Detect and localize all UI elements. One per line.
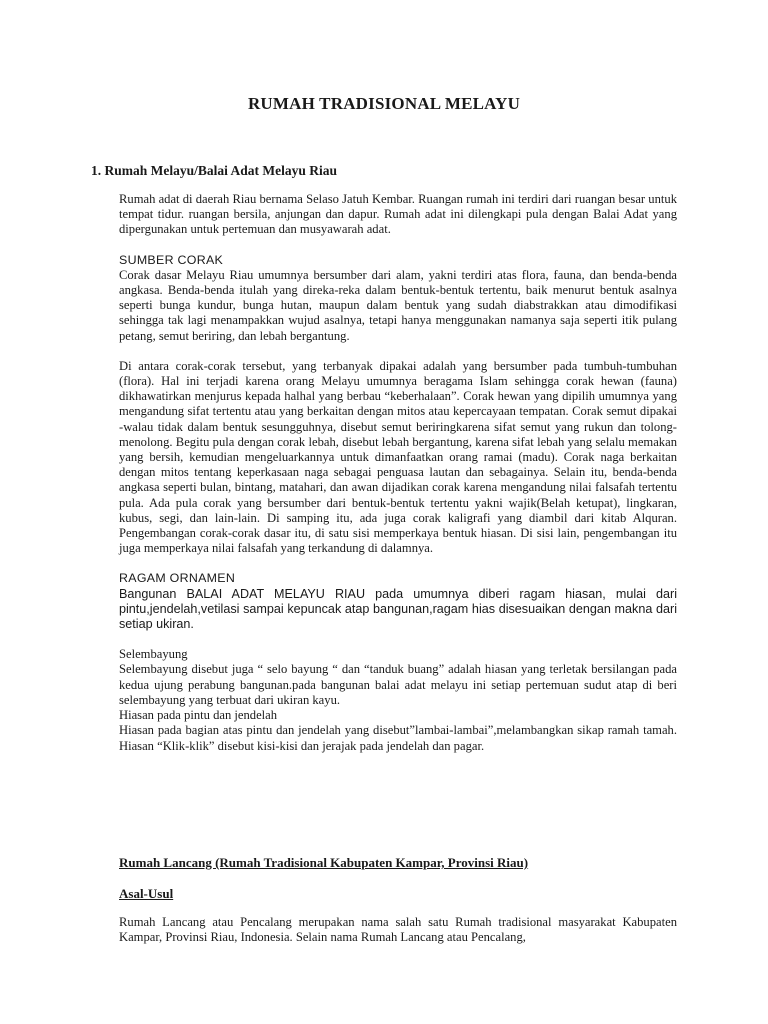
section-heading-rumah-lancang: Rumah Lancang (Rumah Tradisional Kabupaten Kampar, Provinsi Riau) — [119, 855, 529, 870]
sumber-corak-paragraph-2: Di antara corak-corak tersebut, yang terbanyak dipakai adalah yang bersumber pada tumbuh-tumbuhan (flora). Hal ini terjadi karena orang Melayu umumnya beragama Islam sehingga corak hewan (fauna) dikhawatirkan menjurus kepada halhal yang berbau “keberhalaan”. Corak hewan yang dipilih umumnya yang mengandung sifat tertentu atau yang berkaitan dengan mitos atau kepercayaan tempatan. Corak semut dipakai -walau tidak dalam bentuk sesungguhnya, disebut semut beriringkarena sifat semut yang rukun dan tolong-menolong. Begitu pula dengan corak lebah, disebut lebah bergantung, karena sifat lebah yang selalu memakan yang bersih, kemudian mengeluarkannya untuk dimanfaatkan orang ramai (madu). Corak naga berkaitan dengan mitos tentang keperkasaan naga sebagai penguasa lautan dan sebagainya. Selain itu, benda-benda angkasa seperti bulan, bintang, matahari, dan awan dijadikan corak karena mengandung nilai falsafah tertentu pula. Ada pula corak yang bersumber dari bentuk-bentuk tertentu yakni wajik(Belah ketupat), lingkaran, kubus, segi, dan lain-lain. Di samping itu, ada juga corak kaligrafi yang diambil dari kitab Alquran. Pengembangan corak-corak dasar itu, di satu sisi memperkaya bentuk hiasan. Di sisi lain, pengembangan itu juga memperkaya nilai falsafah yang terkandung di dalamnya. — [119, 358, 677, 556]
sumber-corak-heading: SUMBER CORAK — [119, 252, 224, 267]
hiasan-paragraph: Hiasan pada bagian atas pintu dan jendelah yang disebut”lambai-lambai”,melambangkan sikap ramah tamah. Hiasan “Klik-klik” disebut kisi-kisi dan jerajak pada jendelah dan pagar. — [119, 723, 677, 753]
intro-paragraph: Rumah adat di daerah Riau bernama Selaso Jatuh Kembar. Ruangan rumah ini terdiri dari ruangan besar untuk tempat tidur. ruangan bersila, anjungan dan dapur. Rumah adat ini dilengkapi pula dengan Balai Adat yang dipergunakan untuk pertemuan dan musyawarah adat. — [119, 192, 677, 237]
ragam-ornamen-heading: RAGAM ORNAMEN — [119, 571, 236, 586]
section-heading-balai-adat: 1. Rumah Melayu/Balai Adat Melayu Riau — [91, 163, 338, 178]
section1-body — [119, 192, 677, 754]
selembayung-paragraph: Selembayung disebut juga “ selo bayung “ dan “tanduk buang” adalah hiasan yang terletak bersilangan pada kedua ujung perabung bangunan.pada bangunan balai adat melayu ini setiap pertemuan sudut atap di beri selembayung yang terbuat dari ukiran kayu. — [119, 662, 677, 707]
asal-usul-heading: Asal-Usul — [119, 886, 174, 901]
sumber-corak-paragraph-1: Corak dasar Melayu Riau umumnya bersumber dari alam, yakni terdiri atas flora, fauna, dan benda-benda angkasa. Benda-benda itulah yang direka-reka dalam bentuk-bentuk tertentu, baik menurut bentuk asalnya seperti bunga kundur, bunga hutan, maupun dalam bentuk yang sudah diabstrakkan atau dimodifikasi sehingga tak lagi menampakkan wujud asalnya, tetapi hanya menggunakan namanya saja seperti itik pulang petang, semut beriring, dan lebah bergantung. — [119, 267, 677, 343]
asal-usul-paragraph: Rumah Lancang atau Pencalang merupakan nama salah satu Rumah tradisional masyarakat Kabupaten Kampar, Provinsi Riau, Indonesia. Selain nama Rumah Lancang atau Pencalang, — [119, 914, 677, 944]
hiasan-heading: Hiasan pada pintu dan jendelah — [119, 708, 278, 723]
document-title: RUMAH TRADISIONAL MELAYU — [247, 94, 521, 113]
selembayung-heading: Selembayung — [119, 647, 188, 662]
ragam-ornamen-paragraph: Bangunan BALAI ADAT MELAYU RIAU pada umumnya diberi ragam hiasan, mulai dari pintu,jendelah,vetilasi sampai kepuncak atap bangunan,ragam hias disesuaikan dengan makna dari setiap ukiran. — [119, 586, 677, 632]
